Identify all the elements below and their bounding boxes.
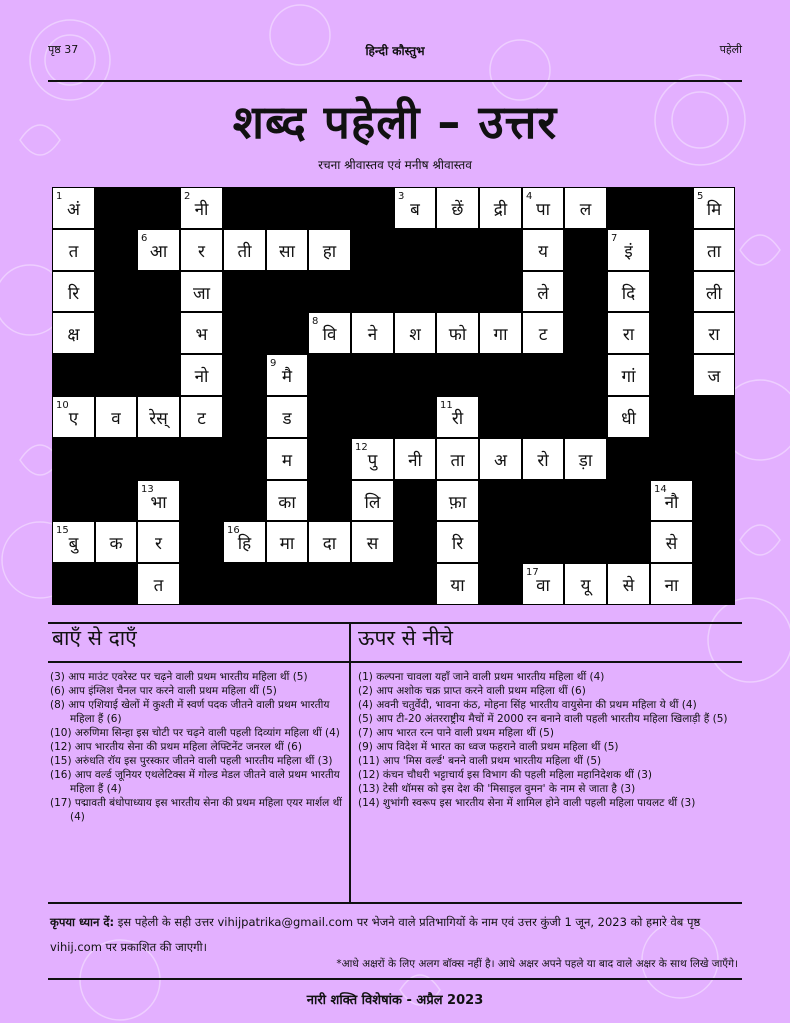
clue-number: 3: [398, 191, 405, 202]
grid-letter: ब: [410, 200, 420, 220]
grid-black-cell: [479, 521, 522, 563]
grid-black-cell: [308, 396, 351, 438]
grid-letter-cell: [522, 563, 564, 605]
grid-letter: से: [622, 576, 635, 596]
grid-letter: ट: [197, 409, 206, 429]
grid-black-cell: [223, 438, 266, 480]
clue-number: 13: [141, 484, 154, 495]
clue-number: 10: [56, 400, 69, 411]
grid-letter-cell: [522, 312, 564, 354]
grid-letter: व: [111, 409, 121, 429]
grid-letter: श: [409, 325, 421, 345]
grid-letter-cell: [564, 438, 607, 480]
grid-letter: रा: [708, 325, 720, 345]
grid-black-cell: [607, 521, 650, 563]
grid-letter-cell: [266, 521, 308, 563]
clue-number: 8: [312, 316, 319, 327]
grid-black-cell: [436, 354, 479, 396]
clues-divider: [349, 622, 351, 902]
notice-label: कृपया ध्यान दें:: [50, 915, 115, 929]
clue-item: (11) आप 'मिस वर्ल्ड' बनने वाली प्रथम भारतीय महिला थीं (5): [358, 755, 602, 767]
grid-letter-cell: [137, 229, 180, 271]
grid-letter-cell: [351, 480, 394, 521]
grid-letter-cell: [607, 229, 650, 271]
clue-number: 2: [184, 191, 191, 202]
grid-black-cell: [223, 312, 266, 354]
grid-letter: वि: [322, 325, 337, 345]
grid-letter-cell: [436, 480, 479, 521]
grid-letter-cell: [137, 480, 180, 521]
grid-letter-cell: [693, 312, 735, 354]
grid-letter: ज: [707, 367, 721, 387]
grid-black-cell: [351, 563, 394, 605]
grid-black-cell: [394, 354, 436, 396]
clue-item: (7) आप भारत रत्न पाने वाली प्रथम महिला थीं (5): [358, 727, 554, 739]
grid-letter: पु: [367, 451, 378, 471]
grid-black-cell: [650, 354, 693, 396]
grid-letter: गा: [493, 325, 508, 345]
grid-black-cell: [223, 396, 266, 438]
grid-letter: ले: [537, 284, 549, 304]
clue-item: (10) अरुणिमा सिन्हा इस चोटी पर चढ़ने वाली पहली दिव्यांग महिला थीं (4): [50, 727, 340, 739]
grid-letter: री: [451, 409, 464, 429]
grid-black-cell: [95, 438, 137, 480]
grid-letter: ने: [367, 325, 378, 345]
clue-number: 11: [440, 400, 453, 411]
grid-black-cell: [479, 271, 522, 312]
grid-letter: रि: [451, 534, 464, 554]
grid-black-cell: [95, 312, 137, 354]
grid-black-cell: [436, 271, 479, 312]
grid-letter-cell: [436, 396, 479, 438]
grid-letter-cell: [607, 271, 650, 312]
clue-item: (12) आप भारतीय सेना की प्रथम महिला लेफ्टिनेंट जनरल थीं (6): [50, 741, 302, 753]
grid-black-cell: [479, 229, 522, 271]
grid-letter-cell: [180, 187, 223, 229]
clue-number: 12: [355, 442, 368, 453]
clue-item: (17) पद्मावती बंधोपाध्याय इस भारतीय सेना की प्रथम महिला एयर मार्शल थीं (4): [50, 797, 343, 823]
grid-letter-cell: [650, 521, 693, 563]
grid-letter-cell: [308, 312, 351, 354]
grid-letter-cell: [52, 229, 95, 271]
grid-black-cell: [394, 396, 436, 438]
grid-letter-cell: [607, 312, 650, 354]
grid-letter-cell: [137, 563, 180, 605]
clue-item: (1) कल्पना चावला यहाँ जाने वाली प्रथम भारतीय महिला थीं (4): [358, 671, 605, 683]
grid-black-cell: [52, 480, 95, 521]
grid-black-cell: [180, 438, 223, 480]
grid-letter: मै: [281, 367, 293, 387]
grid-letter-cell: [436, 438, 479, 480]
clue-item: (8) आप एशियाई खेलों में कुश्ती में स्वर्ण पदक जीतने वाली प्रथम भारतीय महिला हैं (6): [50, 699, 330, 725]
grid-black-cell: [522, 354, 564, 396]
grid-letter-cell: [436, 312, 479, 354]
grid-letter-cell: [137, 521, 180, 563]
grid-letter-cell: [479, 187, 522, 229]
grid-black-cell: [479, 563, 522, 605]
grid-letter: नी: [194, 200, 209, 220]
grid-letter-cell: [351, 312, 394, 354]
grid-black-cell: [607, 480, 650, 521]
grid-letter-cell: [693, 229, 735, 271]
grid-letter: नी: [408, 451, 422, 471]
grid-black-cell: [693, 521, 735, 563]
grid-letter: ता: [450, 451, 465, 471]
grid-letter-cell: [394, 312, 436, 354]
grid-letter: सा: [279, 242, 295, 262]
section-name: पहेली: [719, 43, 742, 56]
grid-letter: मा: [279, 534, 295, 554]
grid-letter: स: [366, 534, 379, 554]
grid-letter: बु: [68, 534, 79, 554]
grid-letter-cell: [522, 438, 564, 480]
grid-letter: रो: [537, 451, 549, 471]
grid-black-cell: [52, 438, 95, 480]
grid-black-cell: [180, 480, 223, 521]
grid-letter: ली: [706, 284, 722, 304]
header-rule: [48, 80, 742, 82]
grid-letter: फ़ा: [448, 493, 467, 513]
grid-letter-cell: [607, 396, 650, 438]
grid-black-cell: [479, 480, 522, 521]
grid-letter-cell: [650, 563, 693, 605]
grid-letter: त: [153, 576, 164, 596]
grid-black-cell: [394, 480, 436, 521]
grid-letter: ता: [706, 242, 722, 262]
page-title: शब्द पहेली – उत्तर: [232, 95, 558, 149]
grid-letter: गां: [621, 367, 636, 387]
grid-letter: य: [538, 242, 548, 262]
grid-black-cell: [351, 396, 394, 438]
grid-black-cell: [52, 354, 95, 396]
grid-letter-cell: [522, 229, 564, 271]
page-header: [48, 42, 742, 60]
grid-letter: फो: [448, 325, 467, 345]
grid-black-cell: [137, 354, 180, 396]
grid-letter-cell: [522, 187, 564, 229]
clue-number: 1: [56, 191, 63, 202]
page-number: पृष्ठ 37: [48, 43, 79, 56]
grid-black-cell: [564, 521, 607, 563]
grid-letter-cell: [180, 354, 223, 396]
grid-black-cell: [564, 396, 607, 438]
grid-letter-cell: [308, 229, 351, 271]
grid-letter-cell: [351, 438, 394, 480]
grid-letter: दा: [322, 534, 337, 554]
grid-letter: ल: [579, 200, 592, 220]
down-heading: ऊपर से नीचे: [358, 626, 453, 650]
grid-letter: त: [68, 242, 79, 262]
grid-black-cell: [564, 480, 607, 521]
grid-letter-cell: [52, 396, 95, 438]
grid-letter-cell: [607, 354, 650, 396]
grid-letter: पा: [535, 200, 551, 220]
grid-letter-cell: [266, 438, 308, 480]
grid-black-cell: [564, 229, 607, 271]
grid-letter-cell: [522, 271, 564, 312]
grid-black-cell: [693, 480, 735, 521]
grid-black-cell: [564, 312, 607, 354]
clue-item: (15) अरुंधति रॉय इस पुरस्कार जीतने वाली पहली भारतीय महिला थीं (3): [50, 755, 333, 767]
grid-black-cell: [308, 438, 351, 480]
grid-letter: हा: [322, 242, 337, 262]
grid-black-cell: [223, 563, 266, 605]
grid-black-cell: [308, 354, 351, 396]
grid-letter: ती: [237, 242, 252, 262]
grid-letter-cell: [479, 312, 522, 354]
grid-letter-cell: [394, 187, 436, 229]
grid-black-cell: [522, 521, 564, 563]
notice-text: इस पहेली के सही उत्तर vihijpatrika@gmail.com पर भेजने वाले प्रतिभागियों के नाम एवं उत्तर कुंजी 1 जून, 2023 को हमारे वेब पृष्ठ vihij.com पर प्रकाशित की जाएगी।: [50, 915, 701, 954]
grid-letter-cell: [693, 187, 735, 229]
grid-black-cell: [394, 229, 436, 271]
grid-letter-cell: [223, 229, 266, 271]
grid-letter-cell: [351, 521, 394, 563]
grid-letter-cell: [95, 521, 137, 563]
grid-black-cell: [95, 354, 137, 396]
grid-black-cell: [223, 480, 266, 521]
grid-black-cell: [308, 563, 351, 605]
clue-item: (4) अवनी चतुर्वेदी, भावना कंठ, मोहना सिंह भारतीय वायुसेना की प्रथम महिला ये थीं (4): [358, 699, 697, 711]
grid-black-cell: [436, 229, 479, 271]
grid-black-cell: [95, 480, 137, 521]
grid-letter-cell: [607, 563, 650, 605]
notice-top-rule: [48, 902, 742, 904]
clue-item: (6) आप इंग्लिश चैनल पार करने वाली प्रथम महिला थीं (5): [50, 685, 277, 697]
grid-black-cell: [650, 271, 693, 312]
clue-item: (12) कंचन चौधरी भट्टाचार्य इस विभाग की पहली महिला महानिदेशक थीं (3): [358, 769, 652, 781]
grid-letter: मि: [706, 200, 722, 220]
grid-black-cell: [479, 396, 522, 438]
grid-letter-cell: [223, 521, 266, 563]
grid-black-cell: [266, 187, 308, 229]
grid-letter: यू: [580, 576, 591, 596]
grid-black-cell: [137, 187, 180, 229]
clue-item: (13) टेसी थॉमस को इस देश की 'मिसाइल वुमन' के नाम से जाता है (3): [358, 783, 636, 795]
grid-black-cell: [351, 271, 394, 312]
grid-letter-cell: [266, 354, 308, 396]
grid-letter-cell: [436, 521, 479, 563]
down-clue-list: [358, 670, 742, 810]
grid-letter-cell: [266, 396, 308, 438]
across-clue-list: [50, 670, 344, 824]
crossword-grid: [52, 187, 735, 605]
grid-letter-cell: [436, 563, 479, 605]
grid-letter: अं: [67, 200, 80, 220]
grid-black-cell: [266, 563, 308, 605]
grid-black-cell: [394, 563, 436, 605]
grid-black-cell: [137, 438, 180, 480]
grid-black-cell: [137, 271, 180, 312]
clue-item: (3) आप माउंट एवरेस्ट पर चढ़ने वाली प्रथम भारतीय महिला थीं (5): [50, 671, 308, 683]
grid-letter-cell: [650, 480, 693, 521]
grid-black-cell: [522, 396, 564, 438]
grid-letter-cell: [266, 229, 308, 271]
grid-black-cell: [650, 438, 693, 480]
grid-black-cell: [394, 521, 436, 563]
grid-black-cell: [266, 312, 308, 354]
grid-letter: हि: [237, 534, 252, 554]
grid-letter: ड़ा: [578, 451, 593, 471]
grid-letter-cell: [564, 187, 607, 229]
grid-letter-cell: [95, 396, 137, 438]
grid-black-cell: [95, 563, 137, 605]
grid-black-cell: [522, 480, 564, 521]
grid-black-cell: [351, 187, 394, 229]
clue-number: 17: [526, 567, 539, 578]
grid-letter: क: [109, 534, 123, 554]
grid-black-cell: [95, 187, 137, 229]
grid-letter: दि: [621, 284, 636, 304]
clue-number: 9: [270, 358, 277, 369]
grid-letter: से: [665, 534, 678, 554]
authors: रचना श्रीवास्तव एवं मनीष श्रीवास्तव: [318, 158, 472, 172]
grid-letter-cell: [394, 438, 436, 480]
grid-black-cell: [180, 521, 223, 563]
grid-letter-cell: [479, 438, 522, 480]
grid-letter: रेस्: [149, 409, 168, 429]
grid-letter-cell: [52, 187, 95, 229]
grid-black-cell: [479, 354, 522, 396]
grid-letter: ए: [68, 409, 79, 429]
footer-rule: [48, 978, 742, 980]
grid-black-cell: [394, 271, 436, 312]
grid-black-cell: [693, 438, 735, 480]
grid-letter: र: [155, 534, 162, 554]
grid-letter: भा: [150, 493, 167, 513]
grid-letter-cell: [180, 312, 223, 354]
grid-letter: ट: [538, 325, 548, 345]
grid-letter-cell: [180, 271, 223, 312]
grid-letter: छें: [451, 200, 464, 220]
grid-letter-cell: [52, 521, 95, 563]
clue-number: 14: [654, 484, 667, 495]
grid-black-cell: [308, 271, 351, 312]
grid-letter: अ: [494, 451, 507, 471]
grid-black-cell: [564, 354, 607, 396]
grid-black-cell: [223, 271, 266, 312]
grid-black-cell: [693, 396, 735, 438]
magazine-name: हिन्दी कौस्तुभ: [365, 44, 425, 58]
grid-letter: या: [450, 576, 465, 596]
grid-letter: क्ष: [67, 325, 80, 345]
grid-letter-cell: [137, 396, 180, 438]
grid-letter-cell: [52, 271, 95, 312]
grid-black-cell: [137, 312, 180, 354]
clue-number: 6: [141, 233, 148, 244]
grid-letter: रि: [67, 284, 80, 304]
grid-black-cell: [564, 271, 607, 312]
grid-black-cell: [607, 438, 650, 480]
grid-letter: जा: [192, 284, 211, 304]
grid-letter-cell: [52, 312, 95, 354]
grid-letter: ना: [664, 576, 679, 596]
grid-letter: का: [278, 493, 296, 513]
grid-black-cell: [650, 396, 693, 438]
grid-black-cell: [95, 229, 137, 271]
grid-letter-cell: [693, 354, 735, 396]
grid-black-cell: [650, 312, 693, 354]
clue-item: (9) आप विदेश में भारत का ध्वज फहराने वाली प्रथम महिला थीं (5): [358, 741, 619, 753]
clue-number: 7: [611, 233, 618, 244]
grid-letter-cell: [564, 563, 607, 605]
grid-black-cell: [180, 563, 223, 605]
clue-number: 4: [526, 191, 533, 202]
grid-letter-cell: [308, 521, 351, 563]
grid-black-cell: [650, 187, 693, 229]
clue-number: 5: [697, 191, 704, 202]
grid-letter: नो: [194, 367, 209, 387]
grid-black-cell: [95, 271, 137, 312]
grid-letter: वा: [536, 576, 550, 596]
grid-black-cell: [308, 187, 351, 229]
clue-item: (16) आप वर्ल्ड जूनियर एथलेटिक्स में गोल्ड मेडल जीतने वाले प्रथम भारतीय महिला हैं (4): [50, 769, 340, 795]
grid-letter: रा: [622, 325, 635, 345]
grid-letter-cell: [693, 271, 735, 312]
grid-letter: भ: [195, 325, 208, 345]
grid-letter: र: [198, 242, 205, 262]
grid-letter: ड: [282, 409, 292, 429]
grid-letter-cell: [266, 480, 308, 521]
across-heading: बाएँ से दाएँ: [52, 626, 137, 650]
grid-letter: लि: [364, 493, 381, 513]
grid-letter: नौ: [664, 493, 679, 513]
clue-item: (5) आप टी-20 अंतरराष्ट्रीय मैचों में 2000 रन बनाने वाली पहली भारतीय महिला खिलाड़ी हैं (5): [358, 713, 728, 725]
notice: [50, 910, 750, 960]
grid-black-cell: [266, 271, 308, 312]
clue-item: (2) आप अशोक चक्र प्राप्त करने वाली प्रथम महिला थीं (6): [358, 685, 586, 697]
notice-footnote: *आधे अक्षरों के लिए अलग बॉक्स नहीं है। आधे अक्षर अपने पहले या बाद वाले अक्षर के साथ लिखे जाएँगे।: [336, 958, 738, 970]
grid-black-cell: [607, 187, 650, 229]
grid-black-cell: [223, 187, 266, 229]
grid-black-cell: [693, 563, 735, 605]
grid-black-cell: [223, 354, 266, 396]
grid-black-cell: [308, 480, 351, 521]
clue-item: (14) शुभांगी स्वरूप इस भारतीय सेना में शामिल होने वाली पहली महिला पायलट थीं (3): [358, 797, 696, 809]
grid-letter-cell: [180, 229, 223, 271]
grid-black-cell: [52, 563, 95, 605]
grid-black-cell: [351, 229, 394, 271]
grid-letter: इं: [624, 242, 633, 262]
grid-letter-cell: [180, 396, 223, 438]
issue-footer: नारी शक्ति विशेषांक - अप्रैल 2023: [306, 993, 484, 1008]
grid-black-cell: [351, 354, 394, 396]
grid-letter-cell: [436, 187, 479, 229]
grid-black-cell: [650, 229, 693, 271]
clues-heading-rule: [48, 661, 742, 663]
grid-letter: म: [281, 451, 293, 471]
grid-letter: द्री: [493, 200, 508, 220]
grid-letter: आ: [149, 242, 168, 262]
clue-number: 16: [227, 525, 240, 536]
clue-number: 15: [56, 525, 69, 536]
grid-letter: धी: [621, 409, 636, 429]
